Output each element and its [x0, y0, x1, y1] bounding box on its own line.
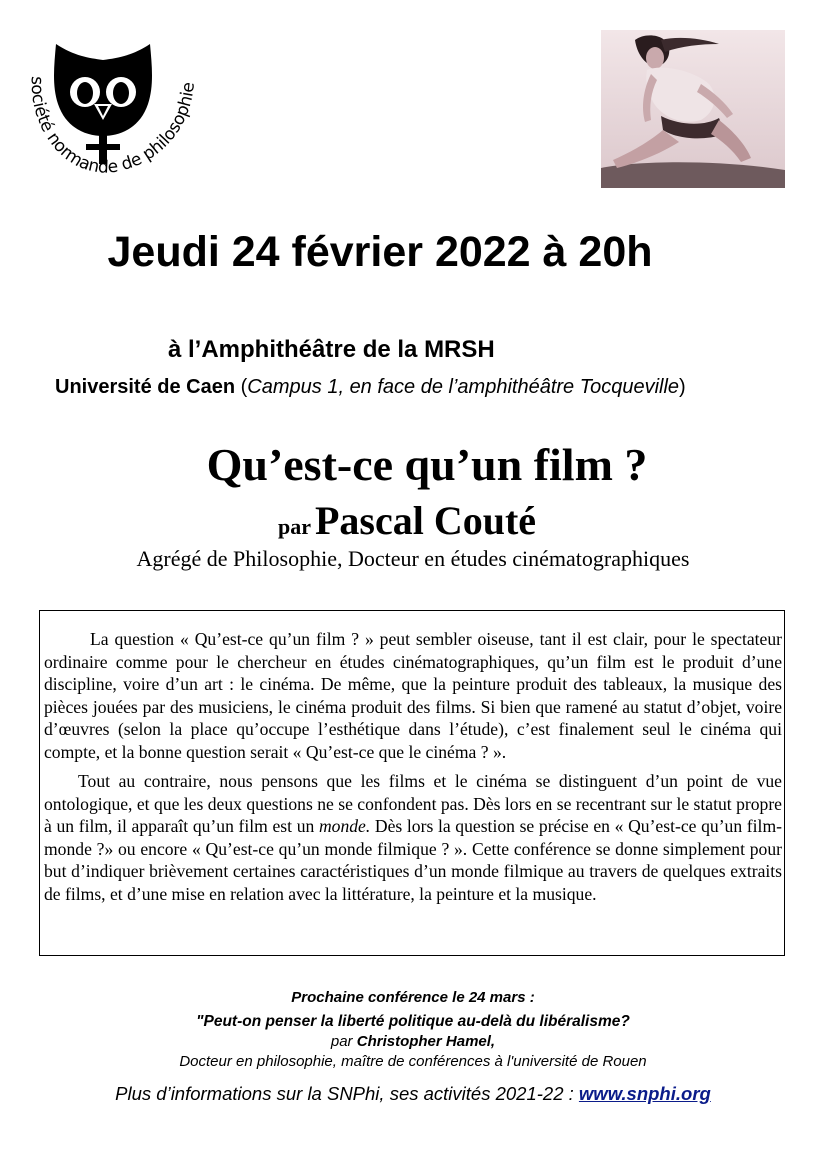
logo-organization-name: société normande de philosophie — [26, 75, 199, 178]
abstract-box — [39, 610, 785, 956]
snphi-logo — [14, 36, 214, 196]
speaker-prefix: par — [277, 514, 311, 539]
university-name: Université de Caen — [55, 376, 236, 398]
speaker-name: Pascal Couté — [314, 498, 537, 543]
speaker-line — [0, 497, 826, 544]
open-paren: ( — [235, 376, 248, 398]
more-info-text: Plus d’informations sur la SNPhi, ses activités 2021-22 : — [115, 1083, 579, 1104]
next-talk-speaker-credentials: Docteur en philosophie, maître de conférences à l'université de Rouen — [179, 1053, 647, 1070]
abstract-emphasis: monde. — [318, 816, 371, 836]
more-info-line — [0, 1083, 826, 1105]
event-venue: à l’Amphithéâtre de la MRSH — [168, 336, 495, 363]
close-paren: ) — [679, 376, 686, 398]
event-date-time: Jeudi 24 février 2022 à 20h — [107, 228, 653, 276]
next-talk-date: Prochaine conférence le 24 mars : — [291, 989, 535, 1006]
next-talk-speaker-name: Christopher Hamel, — [356, 1033, 496, 1050]
website-link[interactable]: www.snphi.org — [578, 1083, 711, 1104]
abstract-paragraph-1: La question « Qu’est-ce qu’un film ? » peut sembler oiseuse, tant il est clair, pour le spectateur ordinaire comme pour le chercheur en études cinématographiques, qu’un film est le produit d’une discipline, voire d’un art : le cinéma. De même, que la peinture produit des tableaux, la musique des pièces jouées par des musiciens, le cinéma produit des films. Si bien que ramené au statut d’objet, voire d’œuvres (selon la place qu’occupe l’esthétique dans l’étude), c’est finalement seul le cinéma qui compte, et la bonne question serait « Qu’est-ce que le cinéma ? ». — [44, 629, 782, 762]
event-location — [55, 376, 686, 399]
talk-title: Qu’est-ce qu’un film ? — [206, 439, 648, 490]
event-photo — [601, 30, 785, 188]
campus-note: Campus 1, en face de l’amphithéâtre Tocqueville — [247, 376, 680, 398]
next-talk-speaker-line — [0, 1032, 826, 1052]
abstract-paragraph-2-start: Tout au contraire, nous pensons que les films et le cinéma se distinguent d’un point de vue ontologique, et que les deux questions ne se confondent pas. Dès lors en se recentrant sur le statut propre à un film, il apparaît qu’un film est un — [44, 771, 782, 836]
abstract-paragraph-2 — [44, 770, 782, 905]
abstract-paragraph-2-end: Dès lors la question se précise en « Qu’est-ce qu’un film-monde ?» ou encore « Qu’est-ce qu’un monde filmique ? ». Cette conférence se donne simplement pour but d’indiquer brièvement certaines caractéristiques d’un monde filmique au travers de quelques extraits de films, et d’une mise en relation avec la littérature, la peinture et la musique. — [44, 816, 782, 904]
next-talk-announcement — [0, 988, 826, 1072]
next-talk-speaker-prefix: par — [330, 1033, 357, 1050]
speaker-credentials: Agrégé de Philosophie, Docteur en études cinématographiques — [136, 546, 690, 571]
next-talk-title: "Peut-on penser la liberté politique au-delà du libéralisme? — [196, 1013, 630, 1030]
photo-of-woman-seated-icon — [601, 30, 785, 188]
